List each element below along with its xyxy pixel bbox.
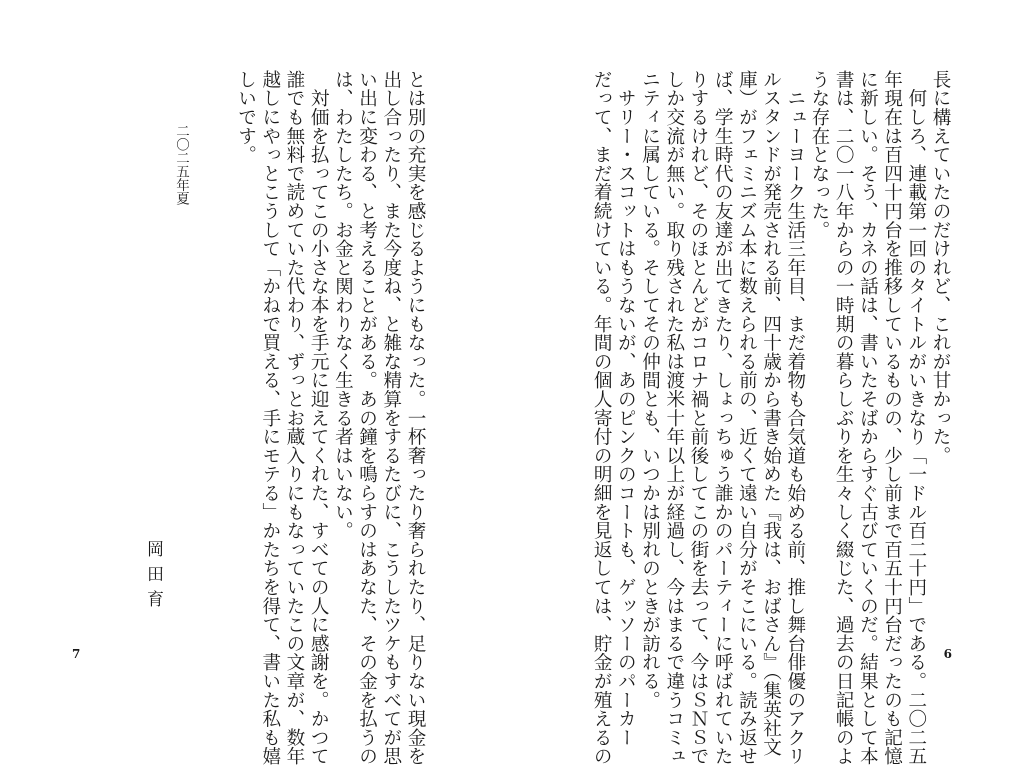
text-column: ニティに属している。そしてその仲間とも、いつかは別れのときが訪れる。 [639,70,661,710]
right-page [512,0,1024,766]
page-number: 7 [72,647,81,661]
text-column: 年現在は百四十円台を推移しているものの、少し前まで百五十円台だったのも記憶 [881,70,903,766]
text-column: 長に構えていたのだけれど、これが甘かった。 [930,70,951,465]
author-name: 岡田育 [143,540,163,615]
text-column: りするけれど、そのほとんどがコロナ禍と前後してこの街を去って、今はＳＮＳで [687,70,709,766]
right-page-body-text [589,70,952,766]
page-number: 6 [943,647,952,661]
text-column: うな存在となった。 [808,70,830,240]
afterword-date: 二〇二五年夏 [173,124,189,205]
text-column: 書は、二〇一八年からの一時期の暮らしぶりを生々しく綴じた、過去の日記帳のよ [833,70,855,766]
text-column: 何しろ、連載第一回のタイトルがいきなり「一ドル百二十円」である。二〇二五 [905,70,927,766]
text-column: ルスタンドが発売される前、四十歳から書き始めた『我は、おばさん』（集英社文 [760,70,782,757]
text-column: しいです。 [235,70,257,164]
text-column: 対価を払ってこの小さな本を手元に迎えてくれた、すべての人に感謝を。かつて [308,70,330,766]
text-column: ば、学生時代の友達が出てきたり、しょっちゅう誰かのパーティーに呼ばれていた [712,70,734,766]
text-column: とは別の充実を感じるようにもなった。一杯奢ったり奢られたり、足りない現金を [405,70,426,766]
text-column: 誰でも無料で読めていた代わり、ずっとお蔵入りにもなっていたこの文章が、数年 [283,70,305,766]
text-column: だって、まだ着続けている。年間の個人寄付の明細を見返しては、貯金が殖えるの [591,70,613,766]
text-column: しか交流が無い。取り残された私は渡米十年以上が経過し、今はまるで違うコミュ [663,70,685,766]
text-column: い出に変わる、と考えることがある。あの鐘を鳴らすのはあなた、その金を払うの [356,70,378,766]
text-column: 越しにやっとこうして「かねで買える、手にモテる」かたちを得て、書いた私も嬉 [259,70,281,766]
text-column: 出し合ったり、また今度ね、と雑な精算をするたびに、こうしたツケもすべてが思 [380,70,402,766]
text-column: サリー・スコットはもうないが、あのピンクのコートも、ゲッソーのパーカー [615,70,637,747]
text-column: ニューヨーク生活三年目、まだ着物も合気道も始める前、推し舞台俳優のアクリ [784,70,806,766]
left-page-body-text [233,70,427,766]
text-column: に新しい。そう、カネの話は、書いたそばからすぐ古びていくのだ。結果として本 [857,70,879,766]
text-column: 庫）がフェミニズム本に数えられる前の、近くて遠い自分がそこにいる。読み返せ [736,70,758,766]
text-column: は、わたしたち。お金と関わりなく生きる者はいない。 [332,70,354,540]
